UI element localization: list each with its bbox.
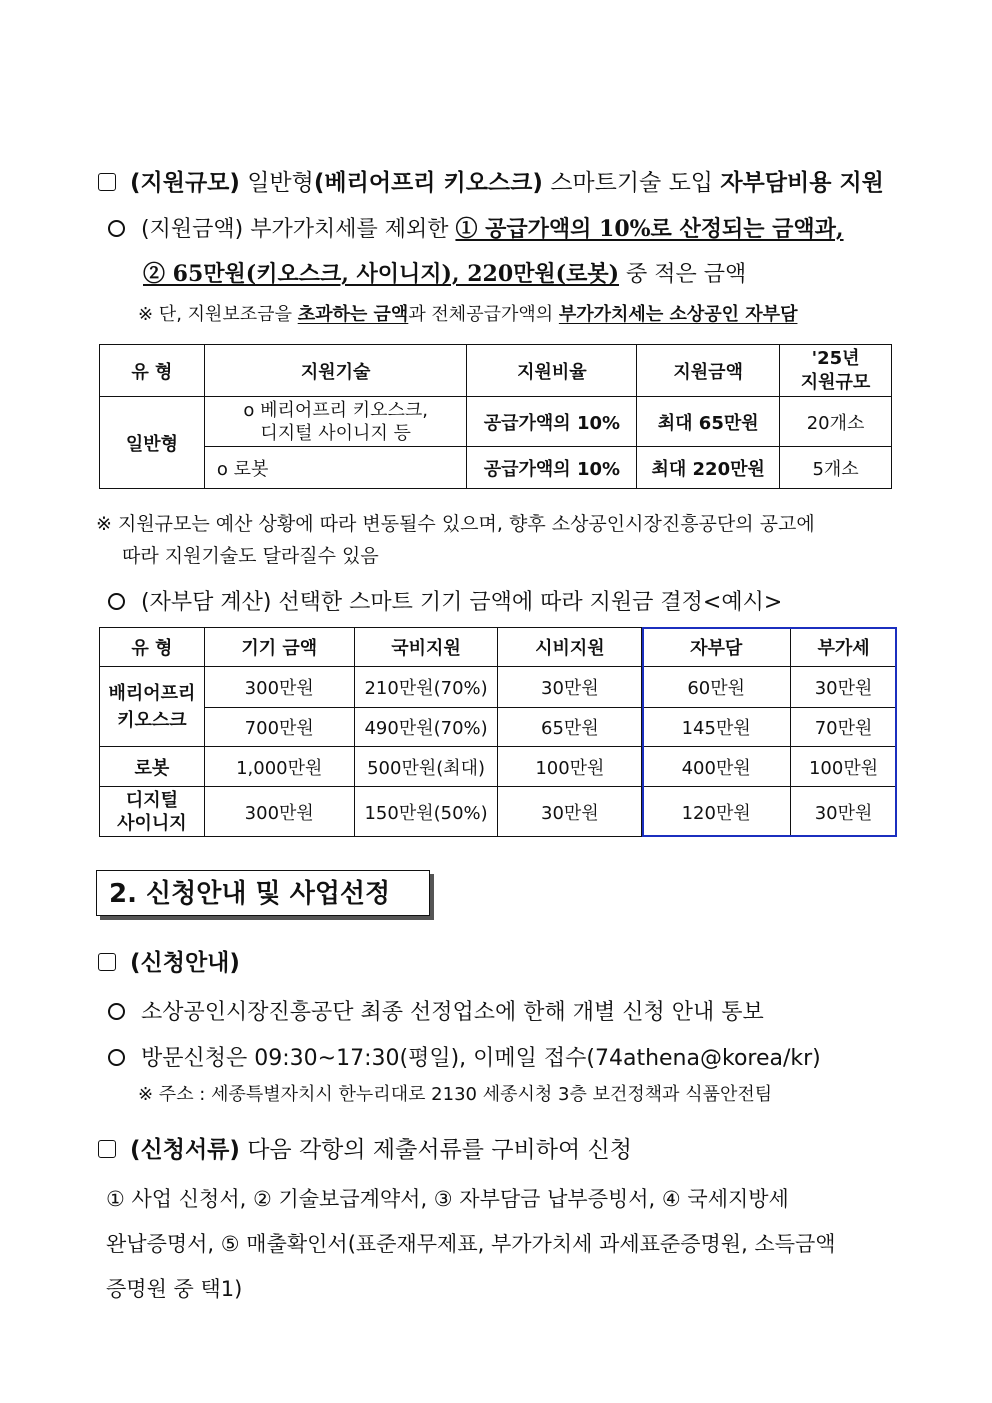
amount-cell: 최대 220만원 (637, 447, 780, 489)
scale-cell: 20개소 (780, 397, 892, 447)
type-general: 일반형 (100, 397, 205, 489)
apply-line-2: 방문신청은 09:30~17:30(평일), 이메일 접수(74athena@korea/kr) (108, 1041, 821, 1072)
type-robot: 로봇 (100, 747, 205, 787)
apply-line-1: 소상공인시장진흥공단 최종 선정업소에 한해 개별 신청 안내 통보 (108, 995, 764, 1026)
ratio-cell: 공급가액의 10% (467, 397, 637, 447)
header-type: 유 형 (100, 345, 205, 397)
checkbox-square-icon (98, 953, 116, 971)
amount-cell: 최대 65만원 (637, 397, 780, 447)
documents-heading: (신청서류) 다음 각항의 제출서류를 구비하여 신청 (98, 1131, 632, 1164)
cell: 100만원 (498, 747, 642, 787)
documents-line-1: ① 사업 신청서, ② 기술보급계약서, ③ 자부담금 납부증빙서, ④ 국세지방세 (106, 1187, 789, 1211)
support-amount-line: (지원금액) 부가가치세를 제외한 ① 공급가액의 10%로 산정되는 금액과, (108, 212, 844, 243)
support-scale-heading: (지원규모) 일반형(베리어프리 키오스크) 스마트기술 도입 자부담비용 지원 (98, 164, 884, 197)
cell: 210만원(70%) (354, 667, 498, 708)
table-row (100, 667, 897, 708)
cell: 30만원 (791, 787, 897, 837)
cell: 60만원 (642, 667, 791, 708)
scale-change-note: ※ 지원규모는 예산 상황에 따라 변동될수 있으며, 향후 소상공인시장진흥공단의 공고에 (96, 513, 815, 535)
header-city-support: 시비지원 (498, 628, 642, 667)
self-pay-calc-line: (자부담 계산) 선택한 스마트 기기 금액에 따라 지원금 결정<예시> (108, 585, 782, 616)
checkbox-square-icon (98, 173, 116, 191)
type-kiosk: 배리어프리 키오스크 (100, 667, 205, 747)
tech-cell: o 로봇 (204, 447, 467, 489)
cell: 700만원 (204, 708, 354, 747)
header-scale: '25년 지원규모 (780, 345, 892, 397)
documents-line-3: 증명원 중 택1) (106, 1277, 243, 1301)
cell: 145만원 (642, 708, 791, 747)
header-vat: 부가세 (791, 628, 897, 667)
checkbox-square-icon (98, 1140, 116, 1158)
table-row (100, 447, 892, 489)
ratio-cell: 공급가액의 10% (467, 447, 637, 489)
cell: 65만원 (498, 708, 642, 747)
cell: 100만원 (791, 747, 897, 787)
header-type: 유 형 (100, 628, 205, 667)
table-header-row (100, 345, 892, 397)
circle-bullet-icon (108, 593, 125, 610)
cell: 30만원 (498, 667, 642, 708)
circle-bullet-icon (108, 1003, 125, 1020)
cell: 300만원 (204, 667, 354, 708)
support-note: ※ 단, 지원보조금을 초과하는 금액과 전체공급가액의 부가가치세는 소상공인 자부담 (138, 304, 798, 325)
header-national-support: 국비지원 (354, 628, 498, 667)
support-amount-line-2: ② 65만원(키오스크, 사이니지), 220만원(로봇) 중 적은 금액 (143, 261, 747, 287)
cell: 30만원 (498, 787, 642, 837)
cell: 490만원(70%) (354, 708, 498, 747)
self-pay-example-table (99, 627, 897, 837)
table-row (100, 787, 897, 837)
apply-guide-heading: (신청안내) (98, 944, 240, 977)
support-scale-table (99, 344, 892, 489)
header-amount: 지원금액 (637, 345, 780, 397)
circle-bullet-icon (108, 1049, 125, 1066)
table-header-row (100, 628, 897, 667)
cell: 120만원 (642, 787, 791, 837)
circle-bullet-icon (108, 220, 125, 237)
cell: 500만원(최대) (354, 747, 498, 787)
table-row (100, 747, 897, 787)
header-self-pay: 자부담 (642, 628, 791, 667)
section-title: 2. 신청안내 및 사업선정 (96, 870, 430, 916)
header-device-price: 기기 금액 (204, 628, 354, 667)
cell: 300만원 (204, 787, 354, 837)
table-row (100, 397, 892, 447)
address-note: ※ 주소 : 세종특별자치시 한누리대로 2130 세종시청 3층 보건정책과 식품안전팀 (138, 1084, 773, 1105)
table-row (100, 708, 897, 747)
documents-line-2: 완납증명서, ⑤ 매출확인서(표준재무제표, 부가가치세 과세표준증명원, 소득금액 (106, 1232, 836, 1256)
cell: 150만원(50%) (354, 787, 498, 837)
header-tech: 지원기술 (204, 345, 467, 397)
cell: 1,000만원 (204, 747, 354, 787)
cell: 400만원 (642, 747, 791, 787)
scale-change-note-2: 따라 지원기술도 달라질수 있음 (122, 545, 379, 567)
cell: 30만원 (791, 667, 897, 708)
type-signage: 디지털 사이니지 (100, 787, 205, 837)
scale-cell: 5개소 (780, 447, 892, 489)
cell: 70만원 (791, 708, 897, 747)
header-ratio: 지원비율 (467, 345, 637, 397)
tech-cell: o 베리어프리 키오스크, 디지털 사이니지 등 (204, 397, 467, 447)
